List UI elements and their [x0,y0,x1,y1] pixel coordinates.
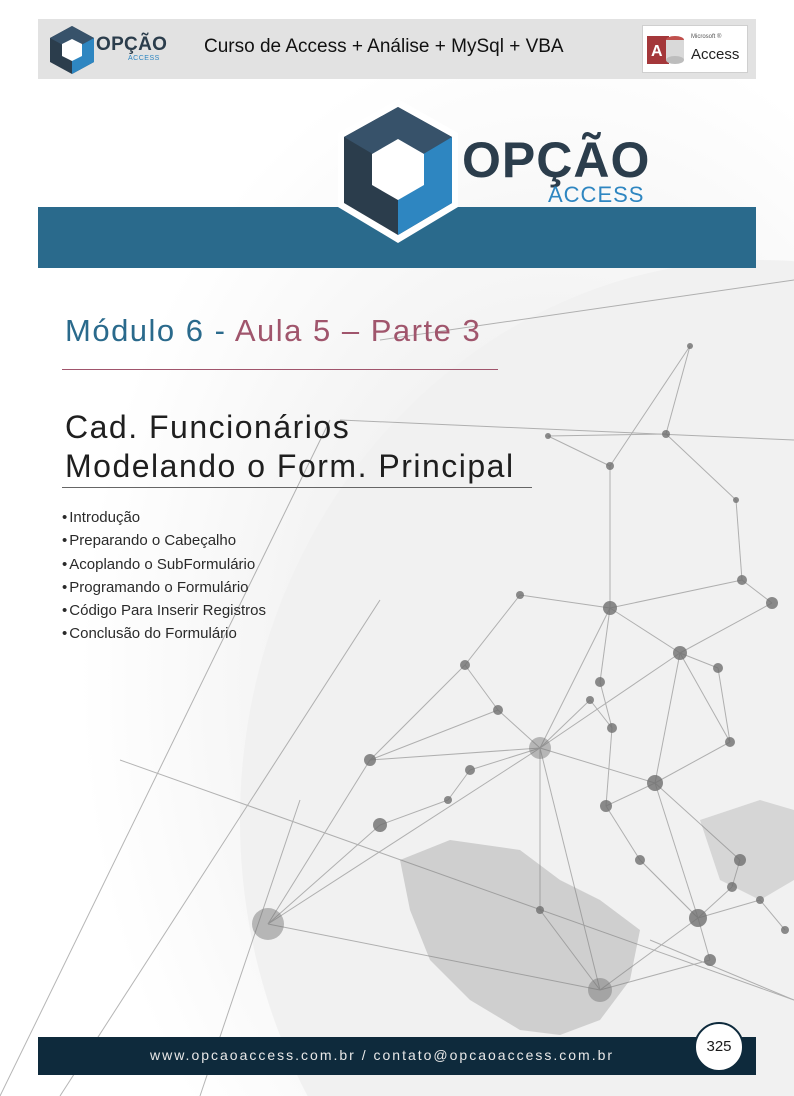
svg-text:A: A [651,43,663,60]
opcao-access-hero-logo-icon [334,97,462,249]
page-header [38,19,756,79]
header-brand-sub: ACCESS [128,55,160,62]
list-item: • Código Para Inserir Registros [62,599,266,622]
lesson-topic [65,408,515,486]
list-item: • Conclusão do Formulário [62,622,266,645]
access-badge [642,25,748,73]
heading-divider [62,369,498,370]
hero-brand-name: OPÇÃO [462,132,651,188]
lesson-part: Aula 5 – Parte 3 [234,313,482,348]
page-footer [38,1037,756,1075]
lesson-contents-list [62,506,266,646]
module-heading [65,313,481,349]
footer-contact: www.opcaoaccess.com.br / contato@opcaoaccess.com.br [150,1047,615,1063]
access-maker: Microsoft ® [691,34,722,40]
topic-line-1: Cad. Funcionários [65,409,351,445]
list-item: • Introdução [62,506,266,529]
topic-divider [62,487,532,488]
header-brand-name: OPÇÃO [96,34,168,55]
module-number: Módulo 6 - [65,313,227,348]
list-item: • Programando o Formulário [62,576,266,599]
topic-line-2: Modelando o Form. Principal [65,448,515,484]
page-number: 325 [694,1022,744,1072]
access-product: Access [691,46,740,63]
list-item: • Acoplando o SubFormulário [62,553,266,576]
access-app-icon [647,32,685,68]
hero-brand-sub: ACCESS [548,182,645,207]
course-title: Curso de Access + Análise + MySql + VBA [204,36,564,57]
list-item: • Preparando o Cabeçalho [62,529,266,552]
